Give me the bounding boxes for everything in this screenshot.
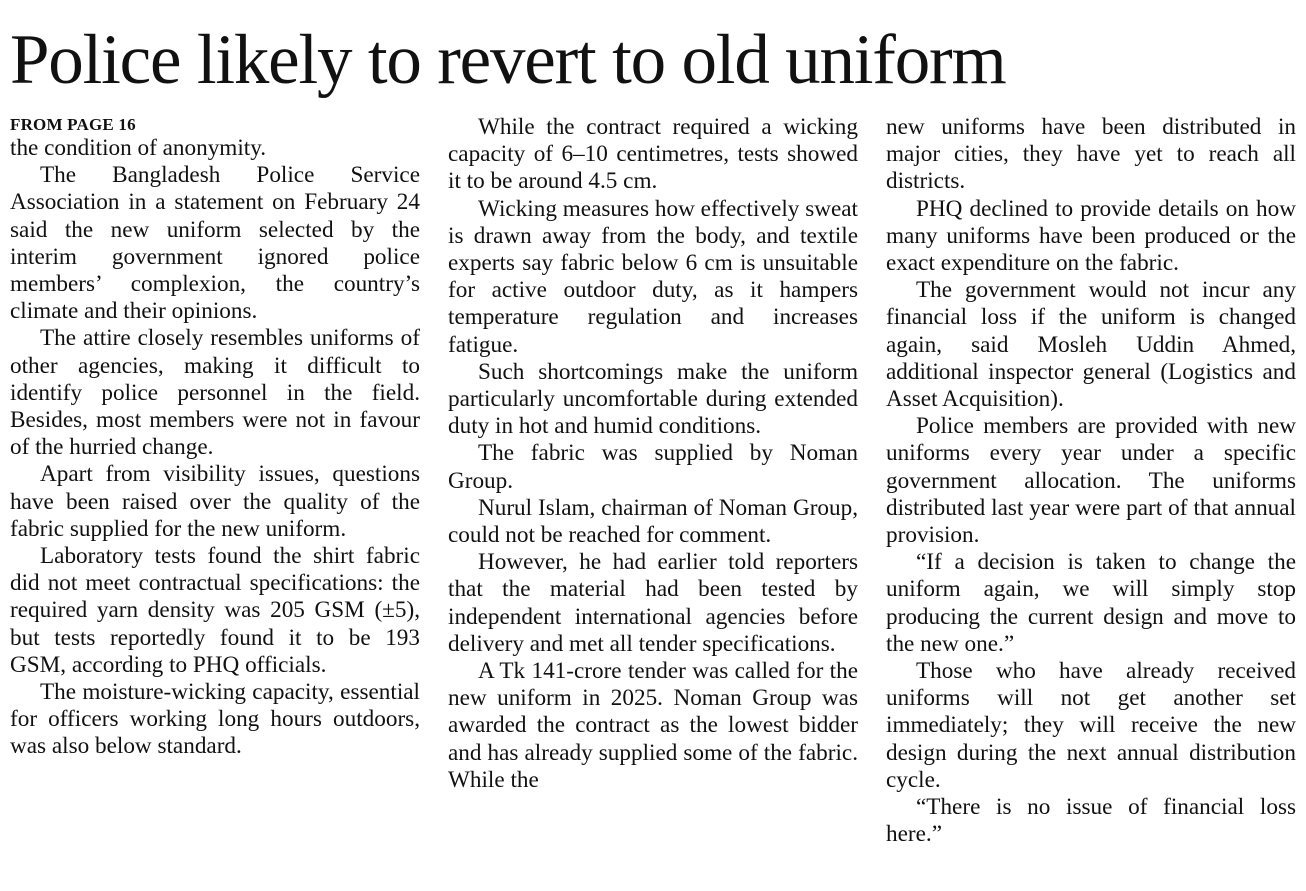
paragraph: A Tk 141-crore tender was called for the new uniform in 2025. Noman Group was awarded the contract as the lowest bidder and has already supplied some of the fabric. While the — [448, 658, 858, 793]
article-column-2 — [448, 114, 858, 794]
paragraph: The government would not incur any financial loss if the uniform is changed again, said Mosleh Uddin Ahmed, additional inspector general (Logistics and Asset Acquisition). — [886, 277, 1296, 413]
paragraph: While the contract required a wicking capacity of 6–10 centimetres, tests showed it to be around 4.5 cm. — [448, 114, 858, 195]
paragraph: PHQ declined to provide details on how many uniforms have been produced or the exact expenditure on the fabric. — [886, 195, 1296, 277]
paragraph: Nurul Islam, chairman of Noman Group, could not be reached for comment. — [448, 494, 858, 549]
paragraph: Laboratory tests found the shirt fabric did not meet contractual specifications: the required yarn density was 205 GSM (±5), but tests reportedly found it to be 193 GSM, according to PHQ officials. — [10, 543, 420, 678]
article-column-3 — [886, 114, 1296, 848]
paragraph: Such shortcomings make the uniform particularly uncomfortable during extended duty in hot and humid conditions. — [448, 358, 858, 440]
paragraph: However, he had earlier told reporters that the material had been tested by independent international agencies before delivery and met all tender specifications. — [448, 549, 858, 657]
paragraph: “There is no issue of financial loss here.” — [886, 794, 1296, 848]
paragraph: The attire closely resembles uniforms of other agencies, making it difficult to identify police personnel in the field. Besides, most members were not in favour of the hurried change. — [10, 325, 420, 461]
paragraph: The fabric was supplied by Noman Group. — [448, 440, 858, 494]
paragraph: Police members are provided with new uniforms every year under a specific government allocation. The uniforms distributed last year were part of that annual provision. — [886, 413, 1296, 549]
kicker-from-page: FROM PAGE 16 — [10, 115, 136, 134]
paragraph: “If a decision is taken to change the uniform again, we will simply stop producing the current design and move to the new one.” — [886, 549, 1296, 657]
article-column-1 — [10, 114, 420, 761]
headline: Police likely to revert to old uniform — [10, 21, 1006, 99]
paragraph: Apart from visibility issues, questions have been raised over the quality of the fabric supplied for the new uniform. — [10, 461, 420, 542]
paragraph: Wicking measures how effectively sweat is drawn away from the body, and textile experts say fabric below 6 cm is unsuitable for active outdoor duty, as it hampers temperature regulation and increases fatigue. — [448, 195, 858, 358]
paragraph: The Bangladesh Police Service Association in a statement on February 24 said the new uniform selected by the interim government ignored police members’ complexion, the country’s climate and their opinions. — [10, 162, 420, 325]
paragraph: Those who have already received uniforms will not get another set immediately; they will receive the new design during the next annual distribution cycle. — [886, 658, 1296, 793]
paragraph: the condition of anonymity. — [10, 135, 267, 161]
paragraph: The moisture-wicking capacity, essential for officers working long hours outdoors, was also below standard. — [10, 679, 420, 760]
paragraph: new uniforms have been distributed in major cities, they have yet to reach all districts. — [886, 114, 1296, 195]
